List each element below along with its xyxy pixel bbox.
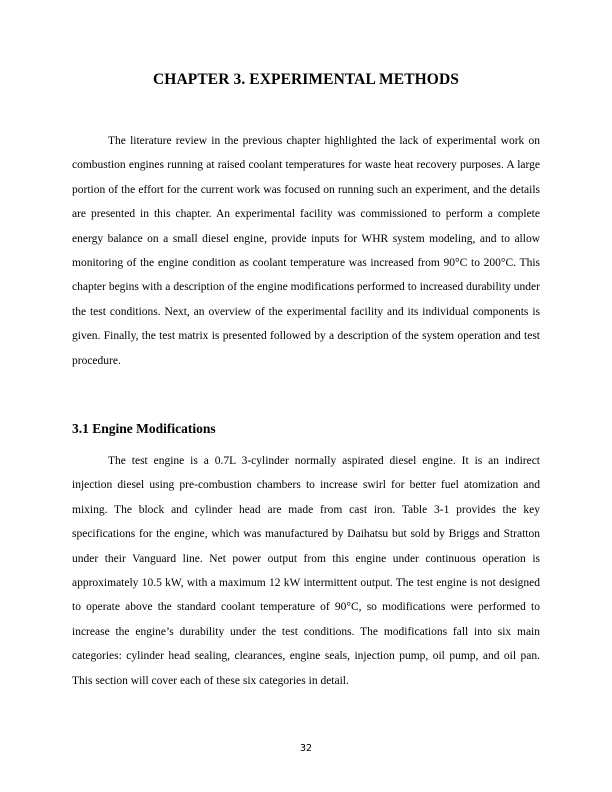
section-paragraph-text: The test engine is a 0.7L 3-cylinder normally aspirated diesel engine. It is an indirect injection diesel using pre-combustion chambers to increase swirl for better fuel atomization and mixing. The block and cylinder head are made from cast iron. Table 3-1 provides the key specifications for the engine, which was manufactured by Daihatsu but sold by Briggs and Stratton under their Vanguard line. Net power output from this engine under continuous operation is approximately 10.5 kW, with a maximum 12 kW intermittent output. The test engine is not designed to operate above the standard coolant temperature of 90°C, so modifications were performed to increase the engine’s durability under the test conditions. The modifications fall into six main categories: cylinder head sealing, clearances, engine seals, injection pump, oil pump, and oil pan. This section will cover each of these six categories in detail. (72, 455, 540, 687)
page-number: 32 (299, 743, 313, 754)
intro-paragraph (72, 129, 540, 373)
section-paragraph (72, 449, 540, 693)
intro-paragraph-text: The literature review in the previous chapter highlighted the lack of experimental work on combustion engines running at raised coolant temperatures for waste heat recovery purposes. A large portion of the effort for the current work was focused on running such an experiment, and the details are presented in this chapter. An experimental facility was commissioned to perform a complete energy balance on a small diesel engine, provide inputs for WHR system modeling, and to allow monitoring of the engine condition as coolant temperature was increased from 90°C to 200°C. This chapter begins with a description of the engine modifications performed to increased durability under the test conditions. Next, an overview of the experimental facility and its individual components is given. Finally, the test matrix is presented followed by a description of the system operation and test procedure. (72, 135, 540, 367)
chapter-title: CHAPTER 3. EXPERIMENTAL METHODS (153, 71, 459, 88)
section-heading: 3.1 Engine Modifications (72, 421, 216, 436)
